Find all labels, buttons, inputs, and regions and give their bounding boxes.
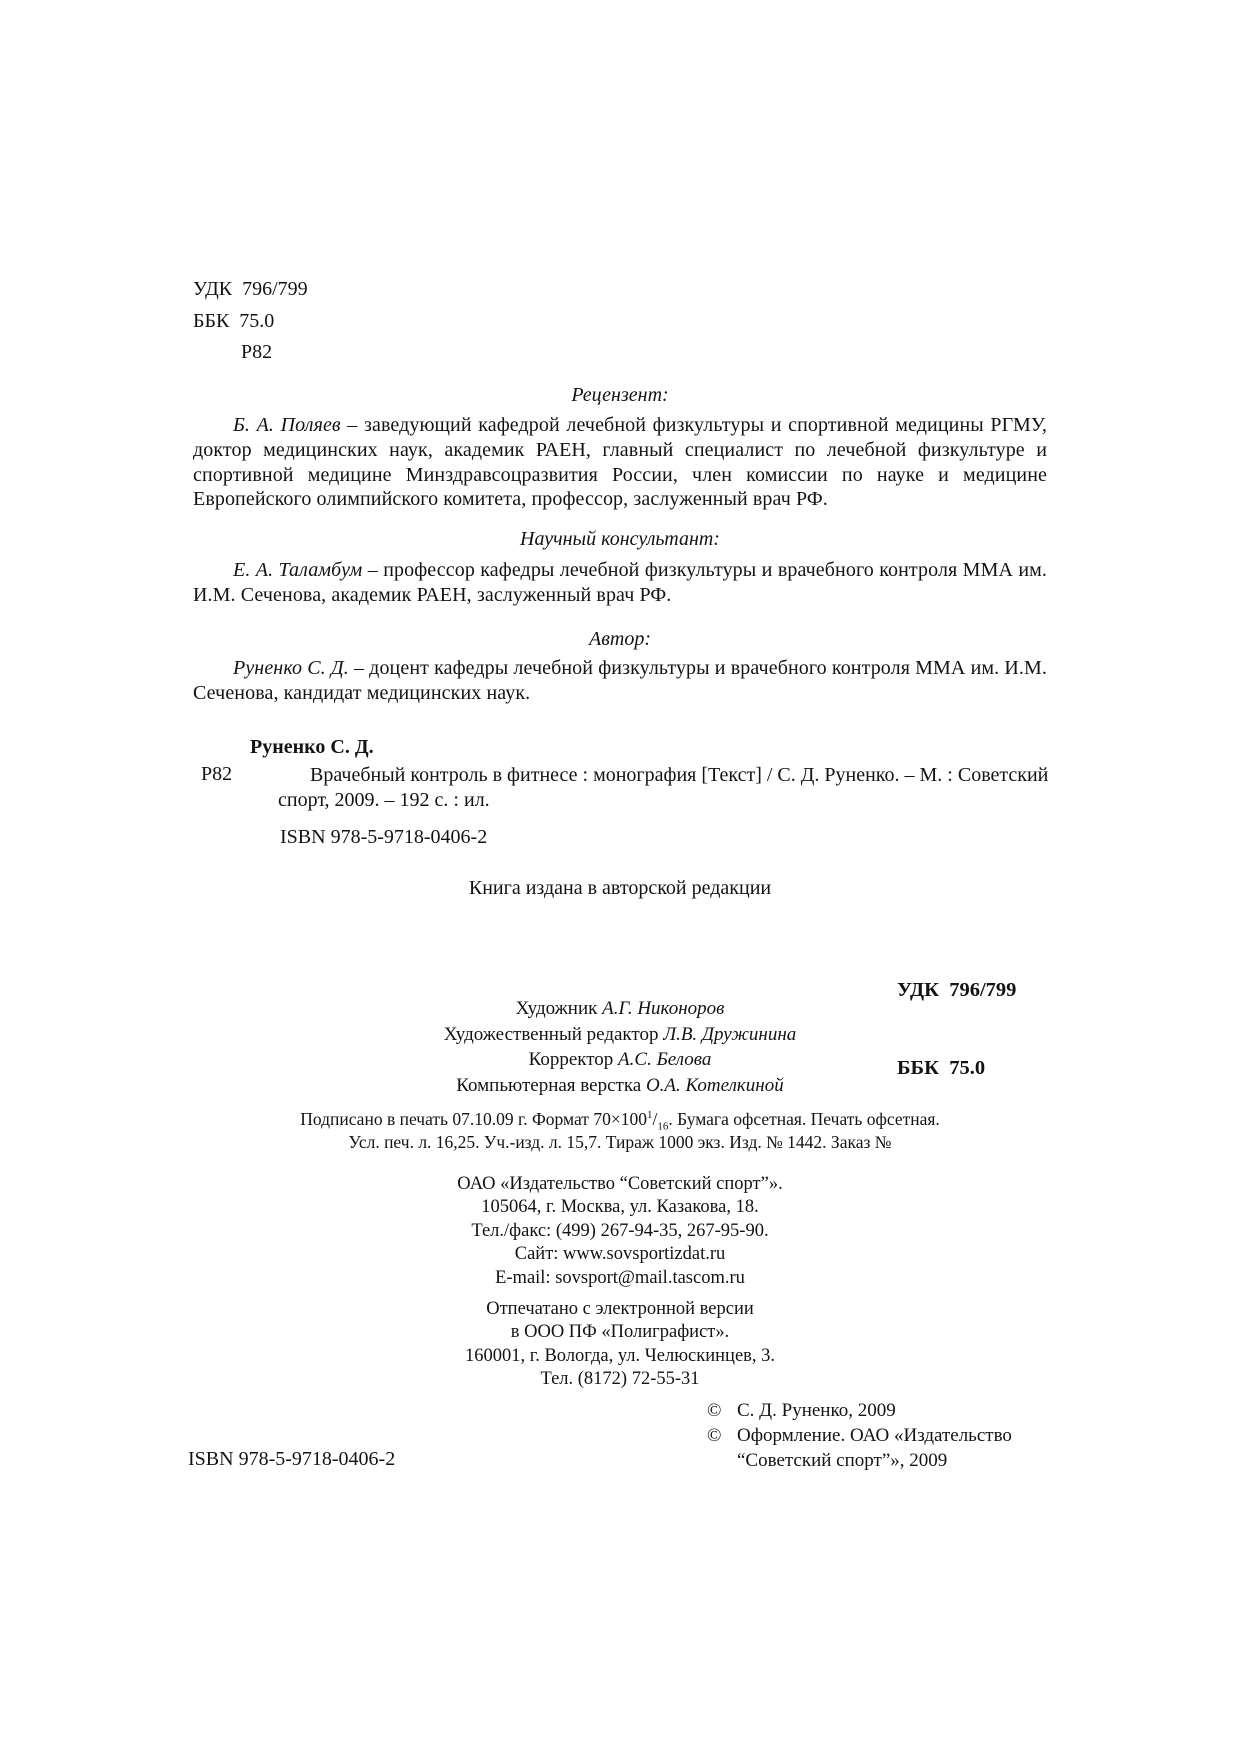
fraction-denominator: 16: [657, 1120, 669, 1133]
printer-name: в ООО ПФ «Полиграфист».: [510, 1322, 730, 1343]
printer-phone: Тел. (8172) 72-55-31: [540, 1369, 700, 1390]
staff-proofreader: [193, 1047, 1047, 1073]
isbn-top: ISBN 978-5-9718-0406-2: [280, 826, 488, 848]
author-text: – доцент кафедры лечебной физкультуры и врачебного контроля ММА им. И.М. Сеченова, кандидат медицинских наук.: [193, 657, 1047, 704]
isbn-bottom: ISBN 978-5-9718-0406-2: [188, 1448, 396, 1470]
publisher-block: [193, 1173, 1047, 1290]
staff-layout-name: О.А. Котелкиной: [645, 1074, 784, 1096]
publisher-email: E-mail: sovsport@mail.tascom.ru: [495, 1267, 745, 1288]
consultant-heading: Научный консультант:: [520, 528, 720, 550]
staff-art-editor-name: Л.В. Дружинина: [663, 1023, 797, 1045]
publisher-phone: Тел./факс: (499) 267-94-35, 267-95-90.: [471, 1220, 769, 1241]
staff-art-editor-label: Художественный редактор: [443, 1023, 664, 1045]
staff-artist: [193, 996, 1047, 1022]
consultant-text: – профессор кафедры лечебной физкультуры и врачебного контроля ММА им. И.М. Сеченова, академик РАЕН, заслуженный врач РФ.: [193, 559, 1048, 606]
printer-address: 160001, г. Вологда, ул. Челюскинцев, 3.: [464, 1345, 776, 1366]
fraction-slash: /: [652, 1109, 658, 1129]
print-info-line2: Усл. печ. л. 16,25. Уч.-изд. л. 15,7. Тираж 1000 экз. Изд. № 1442. Заказ №: [348, 1132, 892, 1152]
book-code: Р82: [241, 341, 273, 363]
author-name: Руненко С. Д.: [233, 657, 349, 679]
consultant-paragraph: [193, 558, 1047, 608]
copyright-design-text: Оформление. ОАО «Издательство “Советский спорт”», 2009: [737, 1425, 1012, 1471]
reviewer-paragraph: [193, 413, 1047, 512]
copyright-design: [707, 1423, 1052, 1473]
reviewer-name: Б. А. Поляев: [233, 414, 341, 436]
copyright-author: [707, 1398, 1052, 1423]
fraction-numerator: 1: [646, 1109, 653, 1122]
staff-layout-label: Компьютерная верстка: [456, 1074, 646, 1096]
staff-art-editor: [193, 1022, 1047, 1048]
staff-proofreader-name: А.С. Белова: [618, 1049, 712, 1070]
copyright-author-text: С. Д. Руненко, 2009: [737, 1400, 896, 1421]
print-info-line1: [193, 1108, 1047, 1131]
publisher-website: Сайт: www.sovsportizdat.ru: [514, 1244, 726, 1265]
copyright-icon: ©: [707, 1425, 722, 1446]
reviewer-heading: Рецензент:: [571, 384, 669, 406]
udk-right: УДК 796/799: [897, 979, 1017, 1001]
staff-layout: [193, 1073, 1047, 1099]
print-format-text: Подписано в печать 07.10.09 г. Формат 70×100: [300, 1109, 647, 1129]
copyright-block: [707, 1398, 1052, 1473]
print-info: [193, 1108, 1047, 1154]
bbk-code: ББК 75.0: [193, 310, 275, 332]
bibliography-author: Руненко С. Д.: [250, 736, 374, 758]
staff-artist-name: А.Г. Никоноров: [602, 998, 725, 1019]
reviewer-text: – заведующий кафедрой лечебной физкультуры и спортивной медицины РГМУ, доктор медицинских наук, академик РАЕН, главный специалист по лечебной физкультуре и спортивной медицине Минздравсоцразвития России, член комиссии по науке и медицине Европейского олимпийского комитета, профессор, заслуженный врач РФ.: [193, 414, 1047, 511]
staff-credits: [193, 996, 1047, 1098]
copyright-icon: ©: [707, 1400, 722, 1421]
bibliography-citation: Врачебный контроль в фитнесе : монография [Текст] / С. Д. Руненко. – М. : Советский спорт, 2009. – 192 с. : ил.: [278, 764, 1049, 811]
staff-proofreader-label: Корректор: [528, 1049, 619, 1070]
author-heading: Автор:: [588, 628, 651, 650]
bbk-right: ББК 75.0: [897, 1057, 986, 1079]
publisher-name: ОАО «Издательство “Советский спорт”».: [457, 1174, 783, 1194]
publisher-address: 105064, г. Москва, ул. Казакова, 18.: [481, 1197, 759, 1218]
consultant-name: Е. А. Таламбум: [233, 559, 363, 581]
bibliography-code: Р82: [201, 763, 233, 785]
print-paper-text: . Бумага офсетная. Печать офсетная.: [668, 1109, 940, 1129]
printed-note: Отпечатано с электронной версии: [486, 1299, 754, 1319]
printed-at-block: [193, 1298, 1047, 1392]
edition-note: Книга издана в авторской редакции: [468, 877, 772, 899]
author-paragraph: [193, 656, 1047, 706]
udk-code: УДК 796/799: [193, 278, 308, 300]
staff-artist-label: Художник: [515, 998, 603, 1019]
